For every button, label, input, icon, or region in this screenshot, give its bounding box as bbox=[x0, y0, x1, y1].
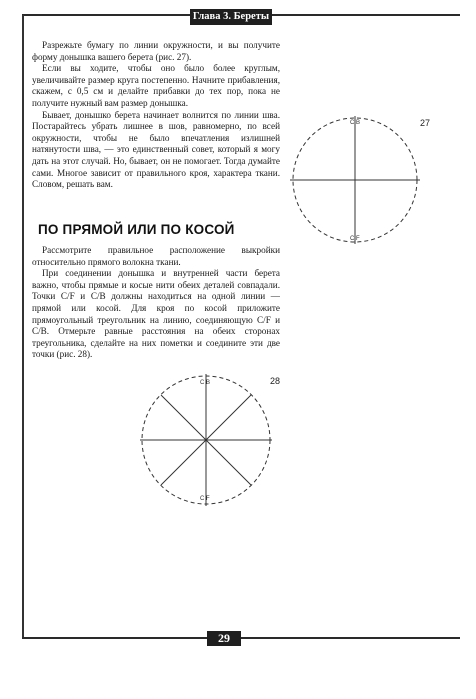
paragraph: Бывает, донышко берета начинает волнится по линии шва. Постарайтесь убрать лишнее в шов, равномерно, по всей окружности, чтобы не было впечатления излишней натянутости шва, — это единственный совет, который я могу дать на этот случай. Но, бывает, он не помогает. Тогда думайте сами. Многое зависит от правильного кроя, характера ткани. Словом, решать вам. bbox=[32, 109, 280, 190]
left-margin-rule bbox=[22, 15, 24, 637]
figure-27 bbox=[285, 110, 435, 250]
chapter-title: Глава 3. Береты bbox=[190, 9, 272, 25]
text-block-2 bbox=[32, 245, 280, 361]
paragraph: При соединении донышка и внутренней части берета важно, чтобы прямые и косые нити обеих деталей совпадали. Точки C/F и C/B должны находиться на одной линии — прямой или косой. Для кроя по косой приложите прямоугольный треугольник на линию, соединяющую C/F и C/B. Отмерьте равные расстояния на обеих сторонах треугольника, сделайте на них пометки и соедините эти две точки (рис. 28). bbox=[32, 268, 280, 360]
figure-27-bottom-label: C F bbox=[350, 236, 360, 242]
figure-27-number: 27 bbox=[420, 118, 431, 128]
figure-28-number: 28 bbox=[270, 376, 281, 386]
figure-28-bottom-label: C F bbox=[200, 496, 210, 502]
footer-rule bbox=[22, 637, 460, 639]
section-heading: ПО ПРЯМОЙ ИЛИ ПО КОСОЙ bbox=[38, 222, 235, 237]
figure-27-top-label: C B bbox=[350, 120, 361, 126]
figure-28-top-label: C B bbox=[200, 380, 211, 386]
paragraph: Рассмотрите правильное расположение выкройки относительно прямого волокна ткани. bbox=[32, 245, 280, 267]
page-number: 29 bbox=[207, 631, 241, 646]
figure-28 bbox=[134, 372, 284, 514]
paragraph: Разрежьте бумагу по линии окружности, и вы получите форму донышка вашего берета (рис. 27). bbox=[32, 40, 280, 62]
text-block-1 bbox=[32, 40, 280, 191]
paragraph: Если вы ходите, чтобы оно было более круглым, увеличивайте размер круга постепенно. Начните прибавления, скажем, с 0,5 см и делайте прибавки до тех пор, пока не получите нужный вам размер донышка. bbox=[32, 63, 280, 108]
